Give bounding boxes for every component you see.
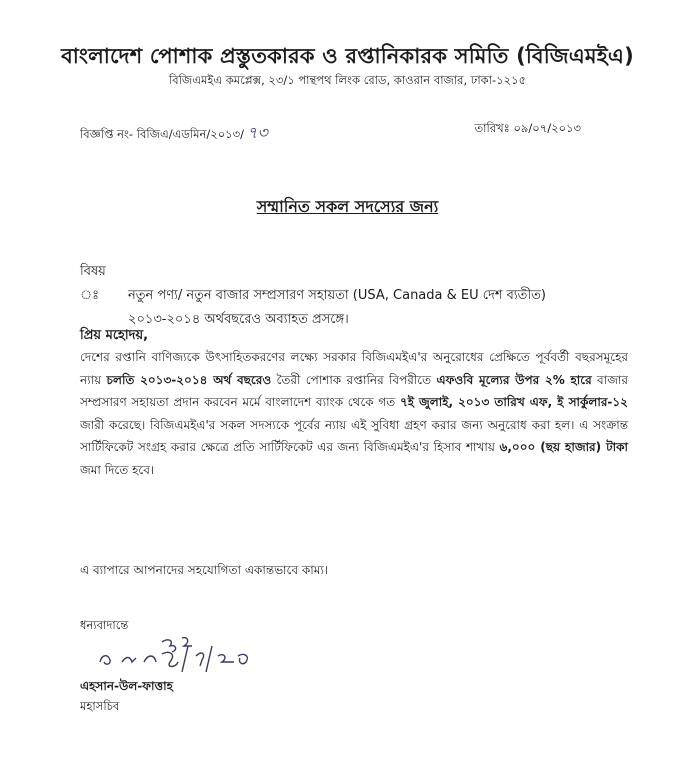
- body-bold-fiscal-year: চলতি ২০১৩-২০১৪ অর্থ বছরেও: [106, 372, 272, 387]
- subject-line-1: নতুন পণ্য/ নতুন বাজার সম্প্রসারণ সহায়তা (USA, Canada & EU দেশ ব্যতীত): [128, 288, 546, 303]
- thanks-line: ধন্যবাদান্তে: [80, 618, 129, 632]
- signatory-name: এহসান-উল-ফাত্তাহ: [80, 679, 173, 693]
- notice-date: তারিখঃ ০৯/০৭/২০১৩: [474, 121, 581, 135]
- notice-title: সম্মানিত সকল সদস্যের জন্য: [256, 197, 439, 216]
- reference-label: বিজ্ঞপ্তি নং- বিজিএ/এডমিন/২০১৩/: [80, 127, 245, 141]
- subject-label: বিষয় ঃ: [80, 264, 106, 303]
- handwritten-reference-number: ৭৩: [247, 125, 268, 142]
- body-segment: বাজার সম্প্রসারণ সহায়তা প্রদান করবেন মর্মে বাংলাদেশ ব্যাংক থেকে গত: [80, 372, 629, 409]
- closing-line: এ ব্যাপারে আপনাদের সহযোগিতা একান্তভাবে কাম্য।: [80, 563, 329, 577]
- signatory-designation: মহাসচিব: [80, 699, 120, 713]
- body-segment: জমা দিতে হবে।: [80, 462, 155, 477]
- body-bold-fee: ৬,০০০ (ছয় হাজার) টাকা: [499, 440, 628, 454]
- subject-line-2: ২০১৩-২০১৪ অর্থবছরেও অব্যাহত প্রসঙ্গে।: [128, 312, 349, 327]
- body-paragraph: [80, 346, 628, 481]
- body-segment: তৈরী পোশাক রপ্তানির বিপরীতে: [271, 372, 437, 387]
- salutation: প্রিয় মহোদয়,: [80, 328, 149, 343]
- handwritten-signature: [92, 632, 262, 678]
- reference-number: [80, 120, 268, 147]
- organization-name: বাংলাদেশ পোশাক প্রস্তুতকারক ও রপ্তানিকারক সমিতি (বিজিএমইএ): [61, 44, 634, 68]
- body-bold-rate: এফওবি মূল্যের উপর ২% হারে: [436, 372, 592, 387]
- body-segment: দেশের রপ্তানি বাণিজ্যকে উৎসাহিতকরণের লক্ষ্যে সরকার বিজিএমইএ'র অনুরোধের প্রেক্ষিতে পূর্ববর্তী বছরসমূহের ন্যায়: [80, 350, 628, 387]
- subject-block: [80, 260, 620, 332]
- body-bold-circular: ৭ই জুলাই, ২০১৩ তারিখ এফ, ই সার্কুলার-১২: [399, 395, 628, 409]
- organization-address: বিজিএমইএ কমপ্লেক্স, ২৩/১ পান্থপথ লিংক রোড, কাওরান বাজার, ঢাকা-১২১৫: [168, 73, 527, 87]
- body-segment: জারী করেছে। বিজিএমইএ'র সকল সদস্যকে পূর্বের ন্যায় এই সুবিধা গ্রহণ করার জন্য অনুরোধ করা হল। এ সংক্রান্ত সার্টিফিকেট সংগ্রহ করার ক্ষেত্রে প্রতি সার্টিফিকেট এর জন্য বিজিএমইএ'র হিসাব শাখায়: [80, 417, 628, 454]
